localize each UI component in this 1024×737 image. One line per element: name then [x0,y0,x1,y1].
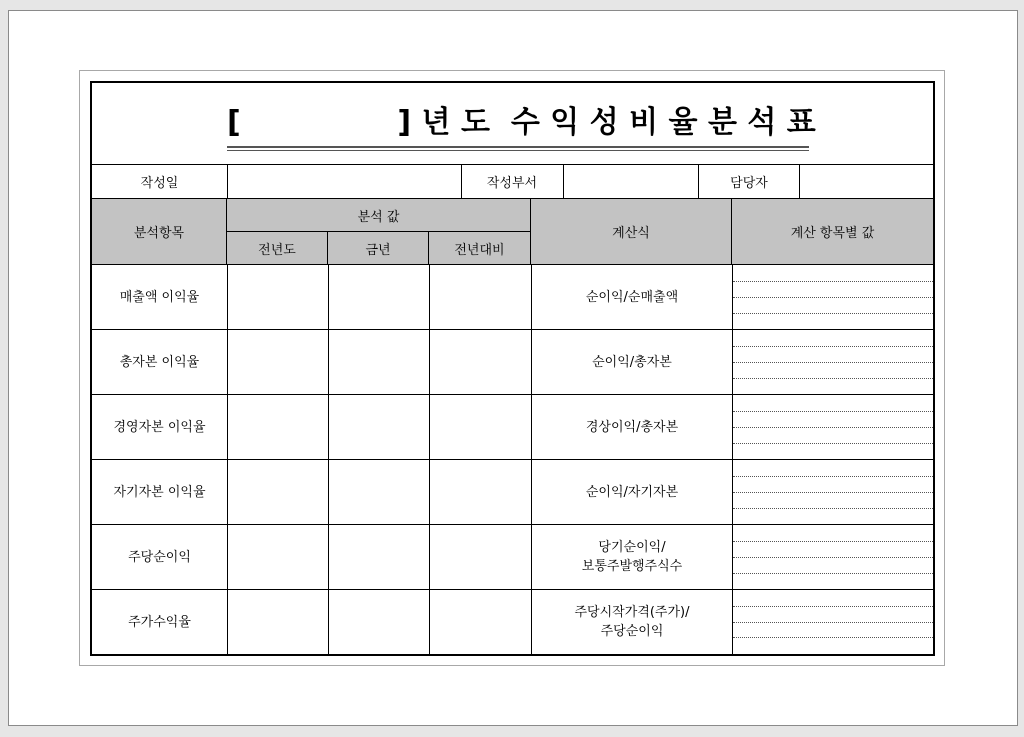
dept-field[interactable] [564,165,698,198]
dotted-line [733,297,933,298]
dotted-line [733,313,933,314]
row-this-year-cell[interactable] [328,330,429,394]
header-analysis-value: 분석 값 [227,199,531,232]
row-vs-prev-cell[interactable] [429,330,531,394]
table-row [92,265,933,330]
row-calc-value-cell[interactable] [732,265,933,329]
row-calc-value-cell[interactable] [732,395,933,459]
title-box [227,97,816,151]
row-item-label: 주당순이익 [128,549,191,565]
form-title: [ ] 년 도 수 익 성 비 율 분 석 표 [227,105,816,140]
profitability-ratio-form [90,81,935,656]
date-label: 작성일 [140,176,179,191]
dotted-line [733,606,933,607]
row-formula [531,395,732,459]
formula-line: 경상이익/총자본 [585,419,679,435]
row-prev-year-cell[interactable] [227,590,328,654]
dotted-line [733,411,933,412]
title-area [92,83,933,165]
dotted-line [733,573,933,574]
title-underline-thin [227,150,809,151]
row-item-label: 매출액 이익율 [119,289,200,305]
row-calc-value-cell[interactable] [732,525,933,589]
row-vs-prev-cell[interactable] [429,265,531,329]
dotted-line [733,346,933,347]
row-item-label: 자기자본 이익율 [113,484,206,500]
row-item-label: 총자본 이익율 [119,354,200,370]
row-prev-year-cell[interactable] [227,460,328,524]
table-row [92,590,933,654]
table-header [92,199,933,265]
header-formula: 계산식 [531,199,732,264]
dotted-line [733,476,933,477]
table-row [92,330,933,395]
dotted-line [733,541,933,542]
header-prev-year: 전년도 [227,232,328,264]
row-item-label: 주가수익율 [128,614,191,630]
date-field[interactable] [228,165,461,198]
manager-field[interactable] [800,165,933,198]
formula-line: 순이익/순매출액 [585,289,679,305]
formula-line: 주당순이익 [600,624,664,639]
table-row [92,395,933,460]
formula-line: 주당시작가격(주가)/ [574,605,690,620]
row-calc-value-cell[interactable] [732,590,933,654]
dotted-line [733,492,933,493]
row-item-label: 경영자본 이익율 [113,419,206,435]
row-calc-value-cell[interactable] [732,330,933,394]
table-body [92,265,933,654]
dotted-line [733,378,933,379]
row-prev-year-cell[interactable] [227,395,328,459]
row-prev-year-cell[interactable] [227,525,328,589]
row-vs-prev-cell[interactable] [429,460,531,524]
header-item: 분석항목 [92,199,227,264]
document-page [8,10,1018,726]
formula-line: 순이익/총자본 [592,354,672,370]
row-this-year-cell[interactable] [328,395,429,459]
dotted-line [733,637,933,638]
dotted-line [733,427,933,428]
header-vs-prev: 전년대비 [429,232,531,264]
dotted-line [733,508,933,509]
dept-label: 작성부서 [486,176,538,191]
dotted-line [733,557,933,558]
dotted-line [733,281,933,282]
table-row [92,525,933,590]
row-this-year-cell[interactable] [328,460,429,524]
row-prev-year-cell[interactable] [227,330,328,394]
dotted-line [733,622,933,623]
formula-line: 당기순이익/ [598,540,666,555]
row-formula [531,330,732,394]
header-this-year: 금년 [328,232,429,264]
row-formula [531,525,732,589]
manager-label: 담당자 [730,176,768,191]
row-vs-prev-cell[interactable] [429,525,531,589]
row-formula [531,460,732,524]
row-prev-year-cell[interactable] [227,265,328,329]
info-row [92,165,933,199]
row-formula [531,590,732,654]
row-this-year-cell[interactable] [328,525,429,589]
header-calc-value: 계산 항목별 값 [790,226,875,241]
row-this-year-cell[interactable] [328,590,429,654]
formula-line: 보통주발행주식수 [581,559,683,574]
row-vs-prev-cell[interactable] [429,395,531,459]
row-this-year-cell[interactable] [328,265,429,329]
table-row [92,460,933,525]
row-calc-value-cell[interactable] [732,460,933,524]
title-underline [227,146,809,148]
row-formula [531,265,732,329]
formula-line: 순이익/자기자본 [585,484,679,500]
row-vs-prev-cell[interactable] [429,590,531,654]
dotted-line [733,362,933,363]
dotted-line [733,443,933,444]
